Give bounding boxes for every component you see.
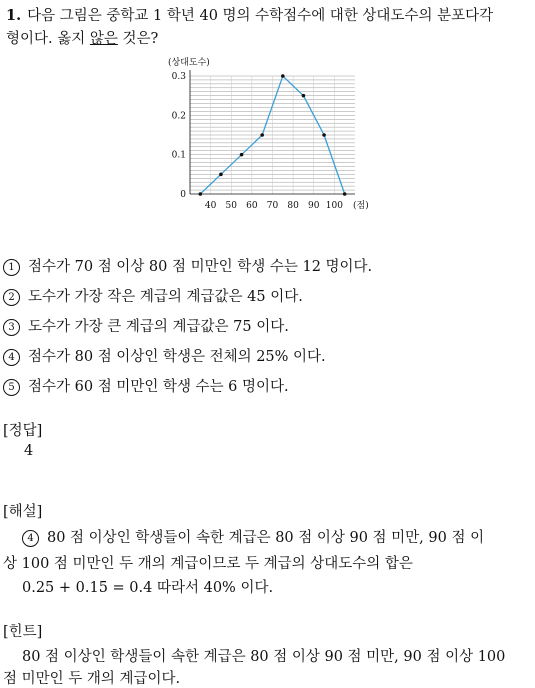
option-5[interactable] [3, 375, 289, 396]
relative-frequency-polygon-chart [150, 56, 370, 216]
option-marker: 4 [3, 349, 20, 366]
option-marker: 1 [3, 259, 20, 276]
chart-point [302, 94, 306, 98]
chart-x-axis-label: (점) [353, 201, 369, 211]
hint-line-2: 점 미만인 두 개의 계급이다. [3, 671, 181, 687]
chart-point [343, 192, 347, 196]
option-marker: 2 [3, 289, 20, 306]
chart-x-tick-label: 80 [287, 201, 299, 211]
answer-header: [정답] [3, 423, 43, 439]
option-4[interactable] [3, 345, 326, 366]
chart-x-tick-label: 50 [225, 201, 237, 211]
chart-point [322, 133, 326, 137]
question-text-line2: 형이다. 옳지 [6, 31, 90, 47]
chart-point [219, 173, 223, 177]
chart-y-tick-label: 0.2 [171, 111, 186, 122]
underlined-word: 않은 [89, 31, 118, 47]
chart-x-ticks [205, 201, 343, 211]
chart-x-tick-label: 60 [246, 201, 258, 211]
question-line-1 [6, 4, 493, 25]
option-marker: 5 [3, 379, 20, 396]
chart-y-tick-label: 0 [180, 190, 186, 200]
chart-y-axis-label: (상대도수) [168, 58, 210, 68]
chart-x-tick-label: 70 [266, 201, 279, 211]
option-text: 점수가 80 점 이상인 학생은 전체의 25% 이다. [28, 349, 326, 365]
option-text: 점수가 70 점 이상 80 점 미만인 학생 수는 12 명이다. [28, 259, 373, 275]
explanation-marker: 4 [22, 530, 39, 547]
chart-point [260, 133, 264, 137]
explanation-line-2: 상 100 점 미만인 두 개의 계급이므로 두 계급의 상대도수의 합은 [3, 556, 413, 572]
chart-point [281, 74, 285, 78]
answer-value: 4 [24, 443, 34, 459]
chart-point [199, 192, 203, 196]
option-1[interactable] [3, 255, 372, 276]
option-text: 점수가 60 점 미만인 학생 수는 6 명이다. [28, 379, 289, 395]
explanation-text-1: 80 점 이상인 학생들이 속한 계급은 80 점 이상 90 점 미만, 90 점 이 [47, 530, 485, 546]
option-2[interactable] [3, 285, 303, 306]
question-text-line2-end: 것은? [117, 31, 159, 47]
chart-x-tick-label: 100 [325, 201, 343, 211]
chart-point [240, 153, 244, 157]
question-line-2 [6, 27, 158, 48]
question-text-line1: 다음 그림은 중학교 1 학년 40 명의 수학점수에 대한 상대도수의 분포다각 [27, 8, 494, 24]
question-number: 1. [6, 7, 22, 24]
chart-x-tick-label: 90 [308, 201, 320, 211]
option-text: 도수가 가장 큰 계급의 계급값은 75 이다. [28, 319, 289, 335]
chart-gridlines [190, 76, 355, 194]
explanation-header: [해설] [3, 504, 43, 520]
chart-y-ticks [172, 72, 187, 200]
option-text: 도수가 가장 작은 계급의 계급값은 45 이다. [28, 289, 303, 305]
explanation-line-3: 0.25 + 0.15 = 0.4 따라서 40% 이다. [22, 580, 274, 596]
option-marker: 3 [3, 319, 20, 336]
option-3[interactable] [3, 315, 289, 336]
hint-line-1: 80 점 이상인 학생들이 속한 계급은 80 점 이상 90 점 미만, 90 점 이상 100 [22, 649, 506, 665]
chart-x-tick-label: 40 [204, 201, 217, 211]
hint-header: [힌트] [3, 624, 43, 640]
chart-y-tick-label: 0.1 [171, 150, 186, 161]
chart-y-tick-label: 0.3 [171, 72, 186, 82]
explanation-line-1 [22, 526, 484, 547]
